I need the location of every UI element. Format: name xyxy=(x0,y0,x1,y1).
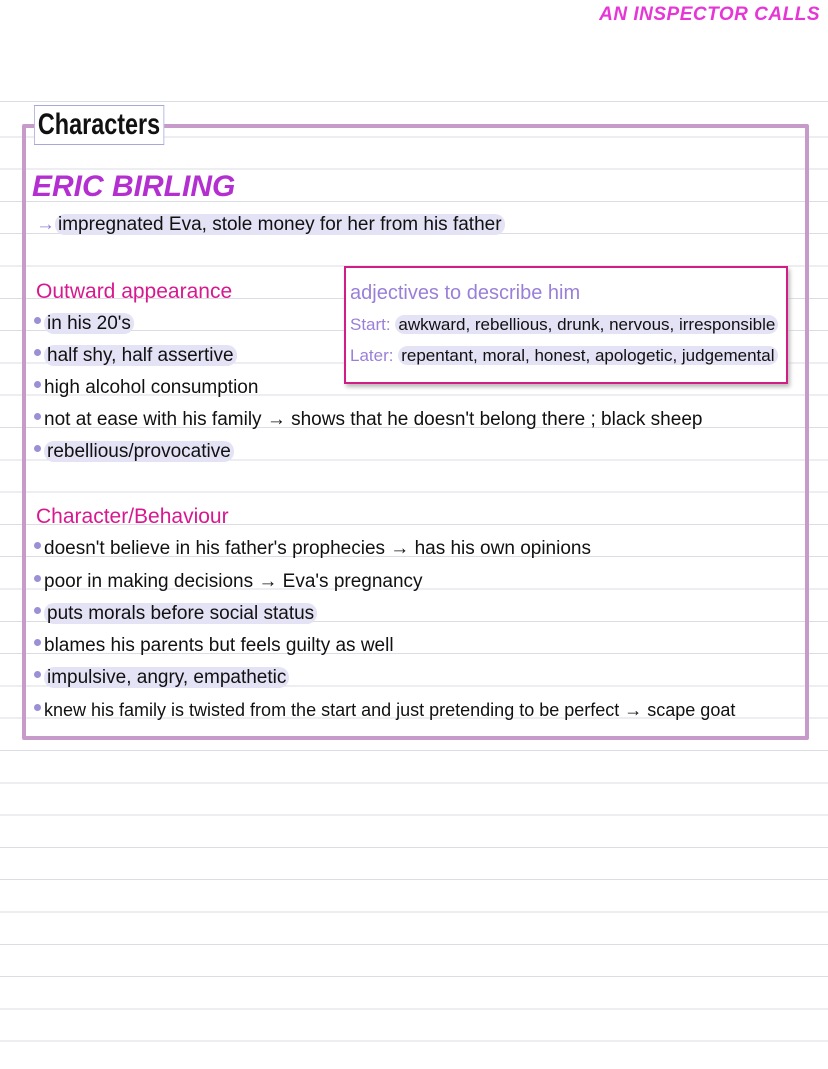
bullet-icon xyxy=(34,317,41,324)
start-text: awkward, rebellious, drunk, nervous, irresponsible xyxy=(395,315,778,334)
adjectives-box xyxy=(344,266,788,384)
list-item xyxy=(34,441,234,463)
list-item xyxy=(34,313,134,335)
list-item xyxy=(34,538,591,560)
item-text: puts morals before social status xyxy=(44,603,317,624)
arrow-icon: → xyxy=(36,214,55,235)
list-item xyxy=(34,667,289,689)
bullet-icon xyxy=(34,639,41,646)
item-text: high alcohol consumption xyxy=(44,377,259,398)
bullet-icon xyxy=(34,413,41,420)
summary xyxy=(36,214,505,236)
bullet-icon xyxy=(34,575,41,582)
outward-title: Outward appearance xyxy=(36,280,233,303)
start-label: Start: xyxy=(350,315,391,334)
adjectives-start xyxy=(350,315,778,335)
list-item xyxy=(34,345,237,367)
item-text: impulsive, angry, empathetic xyxy=(44,667,289,688)
list-item xyxy=(34,377,258,399)
behaviour-title: Character/Behaviour xyxy=(36,505,229,528)
item-text: knew his family is twisted from the start and just pretending to be perfect → scape goat xyxy=(44,700,736,720)
adjectives-later xyxy=(350,346,778,366)
item-text: in his 20's xyxy=(44,313,134,334)
item-text: blames his parents but feels guilty as well xyxy=(44,635,394,656)
document-header: AN INSPECTOR CALLS xyxy=(599,4,820,25)
bullet-icon xyxy=(34,381,41,388)
bullet-icon xyxy=(34,704,41,711)
item-text: not at ease with his family → shows that he doesn't belong there ; black sheep xyxy=(44,409,703,430)
list-item xyxy=(34,603,317,625)
bullet-icon xyxy=(34,607,41,614)
list-item xyxy=(34,571,423,593)
later-label: Later: xyxy=(350,346,394,365)
item-text: half shy, half assertive xyxy=(44,345,237,366)
item-text: rebellious/provocative xyxy=(44,441,234,462)
bullet-icon xyxy=(34,349,41,356)
list-item xyxy=(34,700,735,721)
later-text: repentant, moral, honest, apologetic, judgemental xyxy=(398,346,777,365)
bullet-icon xyxy=(34,445,41,452)
item-text: doesn't believe in his father's prophecies → has his own opinions xyxy=(44,538,591,559)
summary-text: impregnated Eva, stole money for her from his father xyxy=(55,214,505,235)
bullet-icon xyxy=(34,671,41,678)
list-item xyxy=(34,635,394,657)
bullet-icon xyxy=(34,542,41,549)
item-text: poor in making decisions → Eva's pregnancy xyxy=(44,571,423,592)
list-item xyxy=(34,409,702,431)
adjectives-title: adjectives to describe him xyxy=(350,282,581,304)
character-name: ERIC BIRLING xyxy=(32,170,236,203)
section-title: Characters xyxy=(34,105,164,145)
